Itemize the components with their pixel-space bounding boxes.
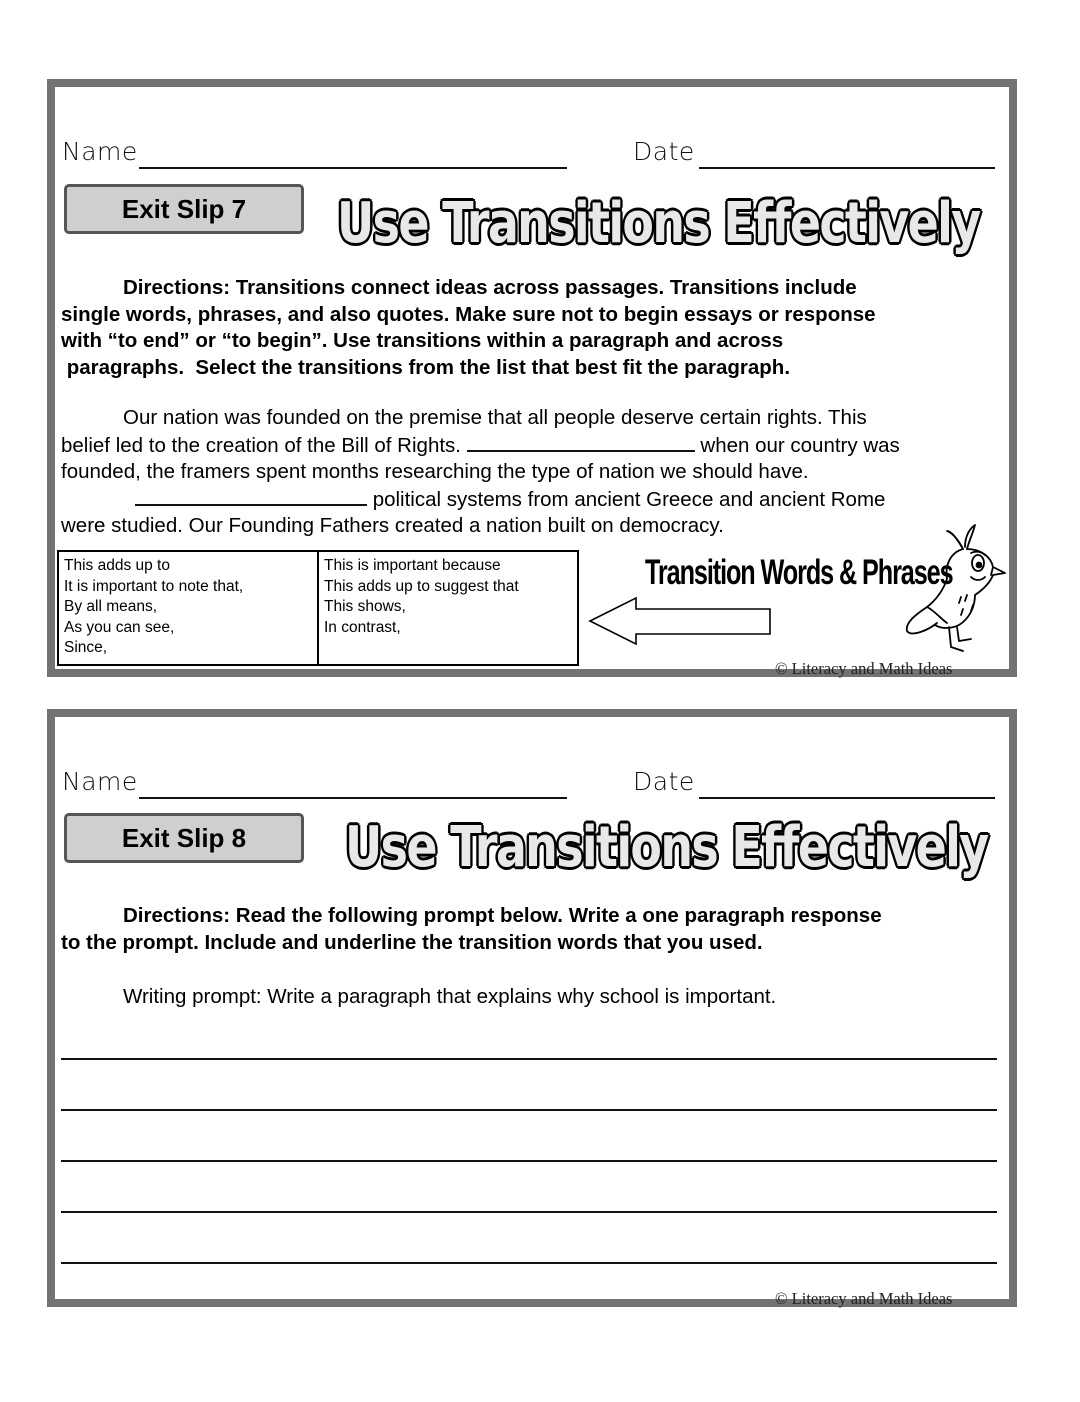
writing-line[interactable] bbox=[61, 1262, 997, 1264]
passage-line: were studied. Our Founding Fathers created a nation built on democracy. bbox=[61, 514, 724, 537]
directions-line: single words, phrases, and also quotes. Make sure not to begin essays or response bbox=[61, 302, 876, 326]
passage-line: belief led to the creation of the Bill of Rights. bbox=[61, 433, 467, 457]
writing-line[interactable] bbox=[61, 1058, 997, 1060]
word-bank-column-1 bbox=[57, 550, 319, 666]
directions-line: to the prompt. Include and underline the transition words that you used. bbox=[61, 930, 763, 954]
directions bbox=[61, 903, 991, 956]
copyright: © Literacy and Math Ideas bbox=[775, 659, 953, 678]
word-bank-column-2 bbox=[317, 550, 579, 666]
writing-line[interactable] bbox=[61, 1160, 997, 1162]
passage bbox=[61, 405, 991, 540]
transition-blank-1[interactable] bbox=[467, 432, 695, 452]
name-label: Name bbox=[62, 767, 138, 796]
date-label: Date bbox=[633, 767, 695, 796]
exit-slip-badge: Exit Slip 8 bbox=[64, 813, 304, 863]
date-field[interactable] bbox=[699, 797, 995, 799]
name-label: Name bbox=[62, 137, 138, 166]
date-field[interactable] bbox=[699, 167, 995, 169]
directions bbox=[61, 275, 991, 381]
passage-line: Our nation was founded on the premise that all people deserve certain rights. This bbox=[123, 406, 867, 429]
writing-prompt bbox=[61, 984, 991, 1011]
word-bank-item: As you can see, bbox=[64, 618, 175, 636]
word-bank-item: This is important because bbox=[324, 557, 501, 574]
passage-line: founded, the framers spent months researching the type of nation we should have. bbox=[61, 460, 809, 483]
transition-blank-2[interactable] bbox=[135, 486, 367, 506]
word-bank-item: This adds up to bbox=[64, 557, 170, 574]
arrow-left-icon bbox=[587, 591, 779, 647]
exit-slip-badge: Exit Slip 7 bbox=[64, 184, 304, 234]
worksheet-title: Use Transitions Effectively bbox=[345, 815, 988, 880]
directions-line: Directions: Transitions connect ideas across passages. Transitions include bbox=[123, 276, 857, 299]
word-bank-item: In contrast, bbox=[324, 618, 401, 636]
worksheet-title: Use Transitions Effectively bbox=[337, 191, 980, 256]
directions-line: Directions: Read the following prompt below. Write a one paragraph response bbox=[123, 904, 882, 927]
writing-prompt-text: Writing prompt: Write a paragraph that explains why school is important. bbox=[123, 985, 777, 1008]
word-bank-item: This adds up to suggest that bbox=[324, 577, 519, 595]
word-bank-item: It is important to note that, bbox=[64, 577, 244, 595]
copyright: © Literacy and Math Ideas bbox=[775, 1289, 953, 1308]
name-field[interactable] bbox=[139, 797, 567, 799]
writing-line[interactable] bbox=[61, 1211, 997, 1213]
name-field[interactable] bbox=[139, 167, 567, 169]
date-label: Date bbox=[633, 137, 695, 166]
directions-line: with “to end” or “to begin”. Use transitions within a paragraph and across bbox=[61, 329, 784, 352]
directions-line: paragraphs. Select the transitions from the list that best fit the paragraph. bbox=[61, 355, 791, 379]
writing-line[interactable] bbox=[61, 1109, 997, 1111]
passage-line: when our country was bbox=[694, 433, 900, 457]
word-bank-item: By all means, bbox=[64, 598, 158, 615]
passage-line: political systems from ancient Greece and ancient Rome bbox=[367, 487, 886, 511]
word-bank-item: This shows, bbox=[324, 598, 406, 615]
word-bank-item: Since, bbox=[64, 639, 108, 656]
exit-slip-7 bbox=[47, 79, 1017, 677]
bird-icon bbox=[901, 519, 1009, 655]
exit-slip-8 bbox=[47, 709, 1017, 1307]
word-bank-title: Transition Words & Phrases bbox=[645, 553, 953, 592]
